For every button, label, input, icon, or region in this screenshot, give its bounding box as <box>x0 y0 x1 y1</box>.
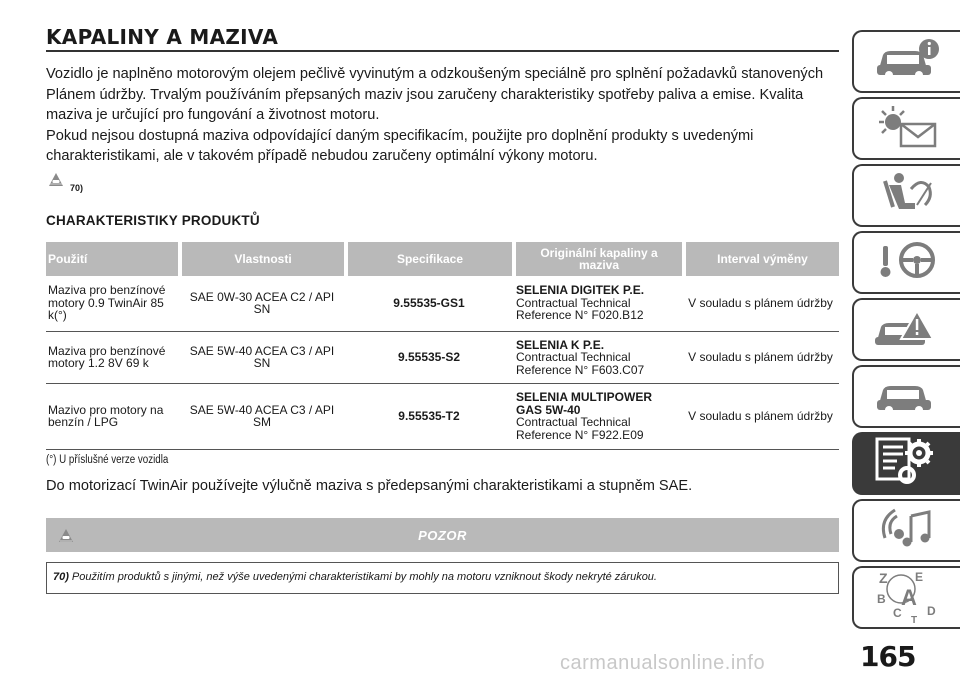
warning-reference <box>46 175 839 193</box>
svg-text:T: T <box>911 615 918 623</box>
car-service-icon <box>871 370 943 423</box>
sidebar-tab-safety[interactable] <box>852 164 960 227</box>
page-title: KAPALINY A MAZIVA <box>46 25 279 49</box>
svg-text:C: C <box>893 606 902 620</box>
original-product-ref: Contractual Technical Reference N° F603.C07 <box>516 350 645 377</box>
technical-data-icon <box>867 433 947 494</box>
warning-number: 70) <box>53 571 69 584</box>
cell-spec: 9.55535-S2 <box>346 332 514 384</box>
table-row <box>46 384 839 450</box>
cell-interval: V souladu s plánem údržby <box>684 332 839 384</box>
cell-use: Maziva pro benzínové motory 0.9 TwinAir 85 k(°) <box>46 276 180 332</box>
column-header-use: Použití <box>46 242 180 276</box>
cell-properties: SAE 5W-40 ACEA C3 / API SM <box>180 384 346 450</box>
sidebar-tab-warning-lights[interactable] <box>852 97 960 160</box>
intro-paragraph-2: Pokud nejsou dostupná maziva odpovídající daným specifikacím, použijte pro doplnění produkty s uvedenými charakteristikami, ale v takovém případě nebudou zaručeny optimální výkony motoru. <box>46 127 754 165</box>
table-row <box>46 276 839 332</box>
table-footnote: (°) U příslušné verze vozidla <box>46 454 169 467</box>
warning-header-bar <box>46 518 839 552</box>
warning-lights-icon <box>871 102 943 155</box>
original-product-ref: Contractual Technical Reference N° F020.B12 <box>516 295 644 323</box>
svg-text:E: E <box>915 570 924 584</box>
cell-original <box>514 276 684 332</box>
original-product-name: SELENIA MULTIPOWER GAS 5W-40 <box>516 390 652 417</box>
cell-interval: V souladu s plánem údržby <box>684 276 839 332</box>
warning-label: POZOR <box>418 527 467 543</box>
column-header-interval: Interval výměny <box>684 242 839 276</box>
section-title: CHARAKTERISTIKY PRODUKTŮ <box>46 212 260 228</box>
svg-text:B: B <box>877 592 886 606</box>
cell-spec: 9.55535-T2 <box>346 384 514 450</box>
car-warning-icon <box>56 526 76 549</box>
original-product-name: SELENIA DIGITEK P.E. <box>516 283 645 298</box>
cell-original <box>514 332 684 384</box>
table-row <box>46 332 839 384</box>
seat-airbag-icon <box>871 169 943 222</box>
intro-paragraph-1: Vozidlo je naplněno motorovým olejem pečlivě vyvinutým a odzkoušeným speciálně pro splnění požadavků stanovených Plánem údržby. Trvalým používáním přepsaných maziv jsou zaručeny charakteristiky spotřeby paliva a emise. Kvalita maziva je určující pro fungování a životnost motoru. <box>46 66 824 124</box>
original-product-name: SELENIA K P.E. <box>516 337 605 352</box>
column-header-original: Originální kapaliny a maziva <box>514 242 684 276</box>
alphabetical-index-icon <box>871 567 943 628</box>
car-info-icon <box>871 35 943 88</box>
sidebar-tab-car-info[interactable] <box>852 30 960 93</box>
intro-text <box>46 64 839 167</box>
column-header-spec: Specifikace <box>346 242 514 276</box>
cell-properties: SAE 0W-30 ACEA C2 / API SN <box>180 276 346 332</box>
cell-original <box>514 384 684 450</box>
sidebar-tab-driving[interactable] <box>852 231 960 294</box>
sidebar-tab-service[interactable] <box>852 365 960 428</box>
warning-reference-number: 70) <box>70 182 84 193</box>
warning-triangle-icon <box>46 170 66 193</box>
cell-properties: SAE 5W-40 ACEA C3 / API SN <box>180 332 346 384</box>
cell-spec: 9.55535-GS1 <box>346 276 514 332</box>
car-emergency-icon <box>871 303 943 356</box>
sidebar-tab-emergency[interactable] <box>852 298 960 361</box>
sidebar-tab-multimedia[interactable] <box>852 499 960 562</box>
cell-use: Mazivo pro motory na benzín / LPG <box>46 384 180 450</box>
cell-interval: V souladu s plánem údržby <box>684 384 839 450</box>
svg-text:D: D <box>927 604 936 618</box>
multimedia-icon <box>871 504 943 557</box>
warning-box <box>46 562 839 594</box>
product-spec-table <box>46 242 839 451</box>
svg-text:A: A <box>901 585 917 610</box>
sidebar-tab-technical-data[interactable] <box>852 432 960 495</box>
table-header-row <box>46 242 839 276</box>
original-product-ref: Contractual Technical Reference N° F922.E09 <box>516 415 644 442</box>
watermark: carmanualsonline.info <box>560 652 766 674</box>
cell-use: Maziva pro benzínové motory 1.2 8V 69 k <box>46 332 180 384</box>
twinair-note: Do motorizací TwinAir používejte výlučně maziva s předepsanými charakteristikami a stupněm SAE. <box>46 478 693 495</box>
page-number: 165 <box>860 640 916 673</box>
svg-text:Z: Z <box>879 570 888 586</box>
main-content <box>46 24 839 594</box>
title-divider <box>46 50 839 52</box>
warning-text: Použitím produktů s jinými, než výše uvedenými charakteristikami by mohly na motoru vzniknout škody nekryté zárukou. <box>71 571 657 584</box>
steering-wheel-icon <box>871 236 943 289</box>
column-header-properties: Vlastnosti <box>180 242 346 276</box>
sidebar-tab-index[interactable] <box>852 566 960 629</box>
